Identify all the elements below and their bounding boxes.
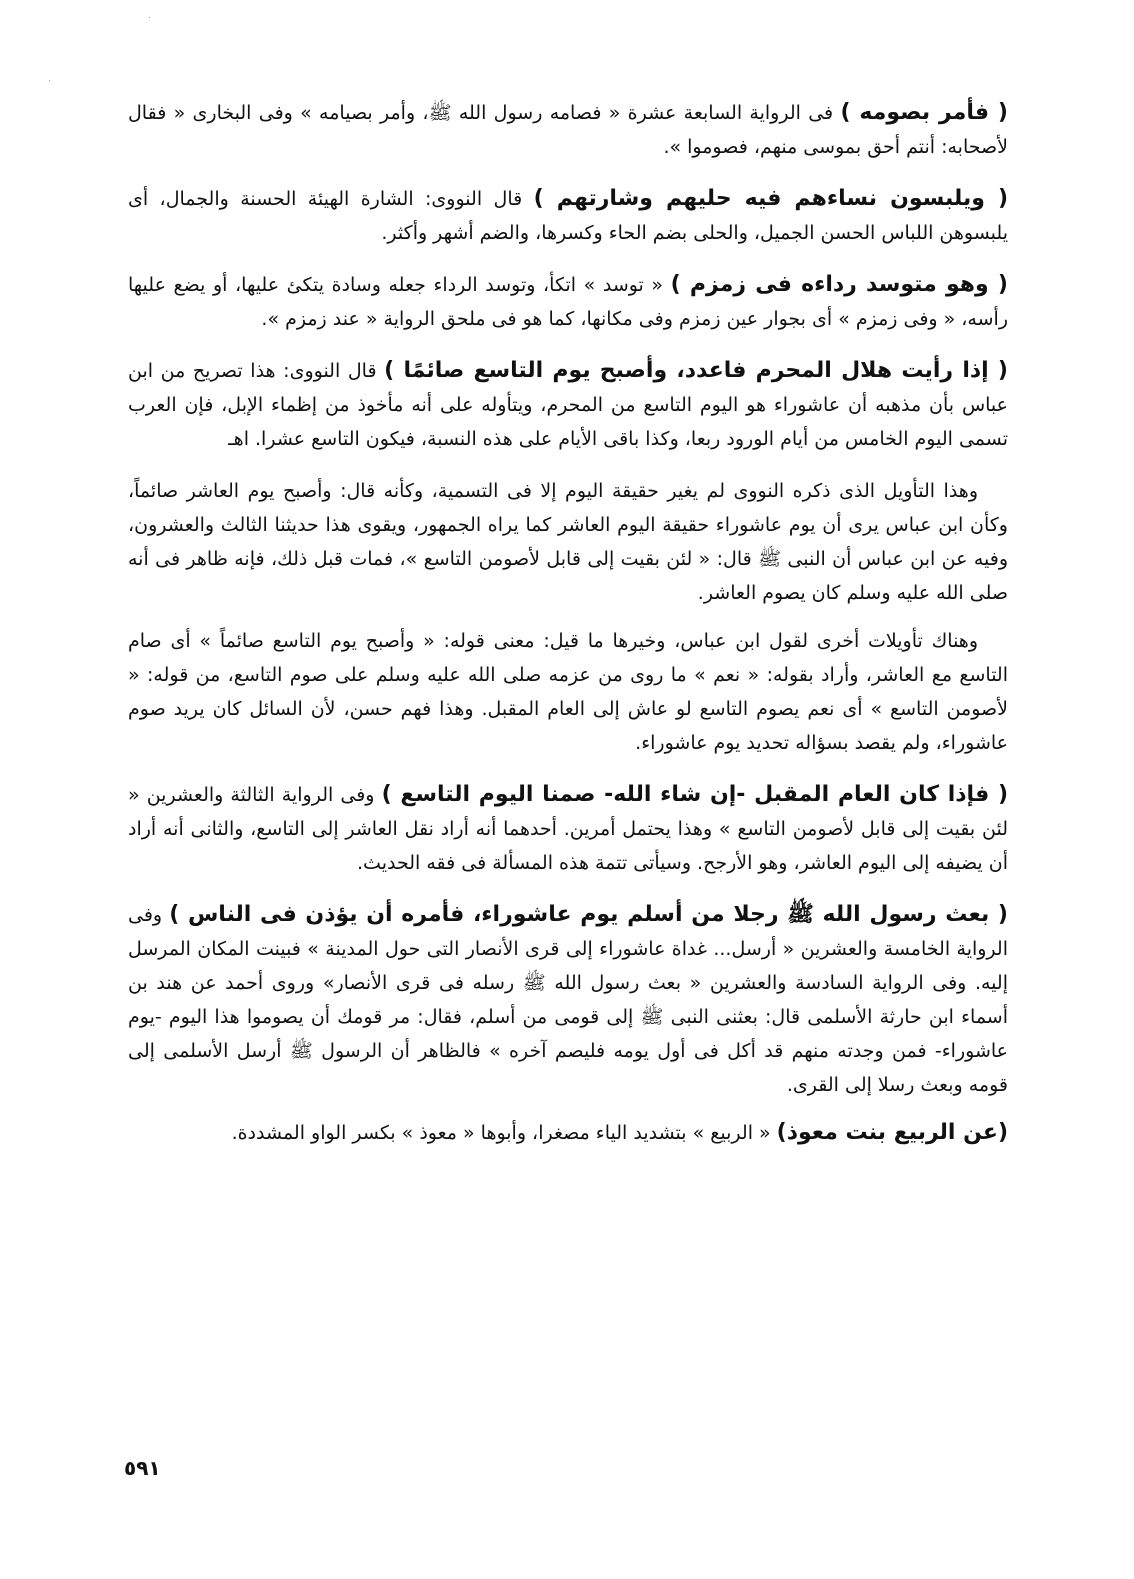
commentary-paragraph-9 bbox=[128, 1116, 1008, 1150]
paragraph-text: قال النووى: الشارة الهيئة الحسنة والجمال، أى يلبسوهن اللباس الحسن الجميل، والحلى بضم الحاء وكسرها، والضم أشهر وأكثر. bbox=[128, 188, 1008, 244]
commentary-paragraph-3 bbox=[128, 268, 1008, 336]
lemma-heading: ( ويلبسون نساءهم فيه حليهم وشارتهم ) bbox=[533, 186, 1009, 211]
lemma-heading: (عن الربيع بنت معوذ) bbox=[776, 1120, 1008, 1145]
paragraph-text: « توسد » اتكأ، وتوسد الرداء جعله وسادة يتكئ عليها، أو يضع عليها رأسه، « وفى زمزم » أى بجوار عين زمزم وفى مكانها، كما هو فى ملحق الرواية « عند زمزم ». bbox=[128, 274, 1008, 330]
lemma-heading: ( فأمر بصومه ) bbox=[840, 100, 1008, 125]
scan-speck bbox=[49, 80, 50, 81]
paragraph-text: « الربيع » بتشديد الياء مصغرا، وأبوها « معوذ » بكسر الواو المشددة. bbox=[231, 1122, 777, 1144]
lemma-heading: ( فإذا كان العام المقبل -إن شاء الله- صمنا اليوم التاسع ) bbox=[381, 782, 1008, 807]
paragraph-text: قال النووى: هذا تصريح من ابن عباس بأن مذهبه أن عاشوراء هو اليوم التاسع من المحرم، ويتأوله على أنه مأخوذ من إظماء الإبل، فإن العرب تسمى اليوم الخامس من أيام الورود ربعا، وكذا باقى الأيام على هذه النسبة، فيكون التاسع عشرا. اهـ bbox=[128, 360, 1008, 450]
page-number: ٥٩١ bbox=[124, 1456, 161, 1480]
commentary-paragraph-2 bbox=[128, 182, 1008, 250]
paragraph-text: فى الرواية السابعة عشرة « فصامه رسول الله ﷺ، وأمر بصيامه » وفى البخارى « فقال لأصحابه: أنتم أحق بموسى منهم، فصوموا ». bbox=[128, 102, 1008, 158]
page-body bbox=[128, 96, 1008, 1150]
commentary-paragraph-1 bbox=[128, 96, 1008, 164]
commentary-paragraph-8 bbox=[128, 898, 1008, 1102]
commentary-paragraph-4 bbox=[128, 354, 1008, 456]
lemma-heading: ( وهو متوسد رداءه فى زمزم ) bbox=[670, 272, 1008, 297]
paragraph-text: وفى الرواية الثالثة والعشرين « لئن بقيت إلى قابل لأصومن التاسع » وهذا يحتمل أمرين. أحدهما أنه أراد نقل العاشر إلى التاسع، والثانى أنه أراد أن يضيفه إلى اليوم العاشر، وهو الأرجح. وسيأتى تتمة هذه المسألة فى فقه الحديث. bbox=[128, 784, 1008, 874]
lemma-heading: ( بعث رسول الله ﷺ رجلا من أسلم يوم عاشوراء، فأمره أن يؤذن فى الناس ) bbox=[169, 902, 1008, 927]
scan-speck bbox=[149, 17, 150, 18]
paragraph-text: وهناك تأويلات أخرى لقول ابن عباس، وخيرها ما قيل: معنى قوله: « وأصبح يوم التاسع صائماً » أى صام التاسع مع العاشر، وأراد بقوله: « نعم » ما روى من عزمه صلى الله عليه وسلم على صوم التاسع، من قوله: « لأصومن التاسع » أى نعم يصوم التاسع لو عاش إلى العام المقبل. وهذا فهم حسن، لأن السائل كان يريد صوم عاشوراء، ولم يقصد بسؤاله تحديد يوم عاشوراء. bbox=[128, 630, 1008, 754]
paragraph-text: وفى الرواية الخامسة والعشرين « أرسل... غداة عاشوراء إلى قرى الأنصار التى حول المدينة » فبينت المكان المرسل إليه. وفى الرواية السادسة والعشرين « بعث رسول الله ﷺ رسله فى قرى الأنصار» وروى أحمد عن هند بن أسماء ابن حارثة الأسلمى قال: بعثنى النبى ﷺ إلى قومى من أسلم، فقال: مر قومك أن يصوموا هذا اليوم -يوم عاشوراء- فمن وجدته منهم قد أكل فى أول يومه فليصم آخره » فالظاهر أن الرسول ﷺ أرسل الأسلمى إلى قومه وبعث رسلا إلى القرى. bbox=[128, 904, 1008, 1096]
paragraph-text: وهذا التأويل الذى ذكره النووى لم يغير حقيقة اليوم إلا فى التسمية، وكأنه قال: وأصبح يوم العاشر صائماً، وكأن ابن عباس يرى أن يوم عاشوراء حقيقة اليوم العاشر كما يراه الجمهور، ويقوى هذا حديثنا الثالث والعشرون، وفيه عن ابن عباس أن النبى ﷺ قال: « لئن بقيت إلى قابل لأصومن التاسع »، فمات قبل ذلك، فإنه ظاهر فى أنه صلى الله عليه وسلم كان يصوم العاشر. bbox=[128, 480, 1008, 604]
lemma-heading: ( إذا رأيت هلال المحرم فاعدد، وأصبح يوم التاسع صائمًا ) bbox=[384, 358, 1008, 383]
commentary-paragraph-5 bbox=[128, 474, 1008, 610]
commentary-paragraph-7 bbox=[128, 778, 1008, 880]
commentary-paragraph-6 bbox=[128, 624, 1008, 760]
